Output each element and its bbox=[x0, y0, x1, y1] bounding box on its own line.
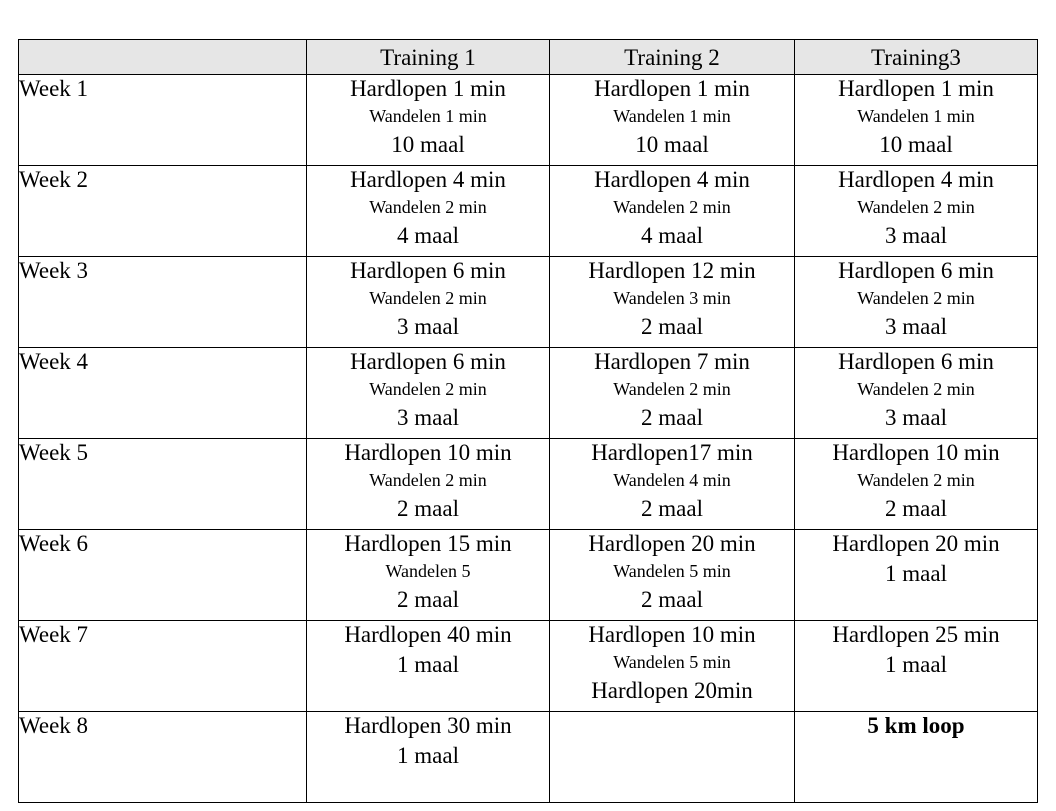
walk-line: Wandelen 2 min bbox=[857, 379, 975, 399]
training-cell bbox=[307, 257, 550, 348]
walk-line: Wandelen 2 min bbox=[857, 197, 975, 217]
week-label: Week 3 bbox=[19, 257, 307, 348]
walk-line: Wandelen 2 min bbox=[369, 379, 487, 399]
reps-line: 4 maal bbox=[397, 223, 459, 248]
run-line: Hardlopen17 min bbox=[591, 440, 753, 465]
training-cell bbox=[307, 712, 550, 803]
training-cell bbox=[550, 439, 795, 530]
training-cell bbox=[550, 621, 795, 712]
run-line: Hardlopen 40 min bbox=[344, 622, 512, 647]
run-line: Hardlopen 30 min bbox=[344, 713, 512, 738]
walk-line: Wandelen 1 min bbox=[369, 106, 487, 126]
training-cell bbox=[550, 530, 795, 621]
walk-line: Wandelen 1 min bbox=[857, 106, 975, 126]
reps-line: 1 maal bbox=[397, 743, 459, 768]
training-cell bbox=[307, 530, 550, 621]
training-cell bbox=[307, 439, 550, 530]
walk-line: Wandelen 2 min bbox=[369, 288, 487, 308]
walk-line: Wandelen 5 min bbox=[613, 561, 731, 581]
training-cell bbox=[550, 712, 795, 803]
training-cell bbox=[550, 257, 795, 348]
training-cell bbox=[307, 621, 550, 712]
reps-line: 3 maal bbox=[885, 405, 947, 430]
run-line: Hardlopen 10 min bbox=[832, 440, 1000, 465]
run-line: Hardlopen 15 min bbox=[344, 531, 512, 556]
reps-line: 1 maal bbox=[885, 561, 947, 586]
final-run-label: 5 km loop bbox=[867, 713, 965, 738]
walk-line: Wandelen 3 min bbox=[613, 288, 731, 308]
reps-line: 4 maal bbox=[641, 223, 703, 248]
run-line: Hardlopen 6 min bbox=[838, 258, 994, 283]
header-training-3: Training3 bbox=[795, 40, 1038, 75]
walk-line: Wandelen 2 min bbox=[369, 470, 487, 490]
walk-line: Wandelen 2 min bbox=[613, 197, 731, 217]
header-row bbox=[19, 40, 1038, 75]
reps-line: 2 maal bbox=[641, 587, 703, 612]
reps-line: 2 maal bbox=[641, 496, 703, 521]
walk-line: Wandelen 2 min bbox=[857, 288, 975, 308]
walk-line: Wandelen 5 bbox=[385, 561, 471, 581]
run-line: Hardlopen 4 min bbox=[594, 167, 750, 192]
training-cell bbox=[550, 75, 795, 166]
reps-line: 2 maal bbox=[397, 587, 459, 612]
training-cell bbox=[795, 75, 1038, 166]
walk-line: Wandelen 2 min bbox=[369, 197, 487, 217]
training-cell bbox=[307, 75, 550, 166]
week-label: Week 1 bbox=[19, 75, 307, 166]
training-schedule-table bbox=[18, 39, 1038, 803]
table-row bbox=[19, 75, 1038, 166]
walk-line: Wandelen 2 min bbox=[613, 379, 731, 399]
table-row bbox=[19, 166, 1038, 257]
table-row bbox=[19, 257, 1038, 348]
reps-line: 3 maal bbox=[885, 314, 947, 339]
training-cell bbox=[550, 348, 795, 439]
run-line: Hardlopen 4 min bbox=[838, 167, 994, 192]
week-label: Week 2 bbox=[19, 166, 307, 257]
reps-line: 10 maal bbox=[391, 132, 465, 157]
table-row bbox=[19, 712, 1038, 803]
reps-line: 10 maal bbox=[635, 132, 709, 157]
week-label: Week 5 bbox=[19, 439, 307, 530]
run-line: Hardlopen 1 min bbox=[838, 76, 994, 101]
run-line: Hardlopen 6 min bbox=[838, 349, 994, 374]
run-line: Hardlopen 4 min bbox=[350, 167, 506, 192]
reps-line: 2 maal bbox=[885, 496, 947, 521]
run-line: Hardlopen 6 min bbox=[350, 258, 506, 283]
reps-line: 2 maal bbox=[641, 314, 703, 339]
reps-line: 10 maal bbox=[879, 132, 953, 157]
run-line: Hardlopen 6 min bbox=[350, 349, 506, 374]
table-row bbox=[19, 348, 1038, 439]
week-label: Week 6 bbox=[19, 530, 307, 621]
table-row bbox=[19, 621, 1038, 712]
header-week bbox=[19, 40, 307, 75]
table-row bbox=[19, 439, 1038, 530]
walk-line: Wandelen 4 min bbox=[613, 470, 731, 490]
run-line: Hardlopen 25 min bbox=[832, 622, 1000, 647]
training-cell bbox=[795, 166, 1038, 257]
run-line: Hardlopen 20 min bbox=[588, 531, 756, 556]
walk-line: Wandelen 5 min bbox=[613, 652, 731, 672]
reps-line: 1 maal bbox=[397, 652, 459, 677]
run-line: Hardlopen 1 min bbox=[594, 76, 750, 101]
training-cell bbox=[795, 439, 1038, 530]
header-training-1: Training 1 bbox=[307, 40, 550, 75]
reps-line: 3 maal bbox=[397, 314, 459, 339]
training-cell bbox=[307, 348, 550, 439]
reps-line: 3 maal bbox=[397, 405, 459, 430]
reps-line: 2 maal bbox=[397, 496, 459, 521]
run-line: Hardlopen 10 min bbox=[344, 440, 512, 465]
training-cell bbox=[795, 530, 1038, 621]
training-cell bbox=[795, 348, 1038, 439]
reps-line: 3 maal bbox=[885, 223, 947, 248]
week-label: Week 7 bbox=[19, 621, 307, 712]
run-line: Hardlopen 7 min bbox=[594, 349, 750, 374]
run-line: Hardlopen 20 min bbox=[832, 531, 1000, 556]
reps-line: 2 maal bbox=[641, 405, 703, 430]
walk-line: Wandelen 2 min bbox=[857, 470, 975, 490]
walk-line: Wandelen 1 min bbox=[613, 106, 731, 126]
reps-line: 1 maal bbox=[885, 652, 947, 677]
run-line: Hardlopen 12 min bbox=[588, 258, 756, 283]
training-cell bbox=[795, 621, 1038, 712]
week-label: Week 4 bbox=[19, 348, 307, 439]
training-cell bbox=[795, 712, 1038, 803]
training-cell bbox=[307, 166, 550, 257]
run-line-2: Hardlopen 20min bbox=[591, 678, 753, 703]
training-cell bbox=[550, 166, 795, 257]
table-row bbox=[19, 530, 1038, 621]
training-cell bbox=[795, 257, 1038, 348]
header-training-2: Training 2 bbox=[550, 40, 795, 75]
week-label: Week 8 bbox=[19, 712, 307, 803]
run-line: Hardlopen 1 min bbox=[350, 76, 506, 101]
run-line: Hardlopen 10 min bbox=[588, 622, 756, 647]
